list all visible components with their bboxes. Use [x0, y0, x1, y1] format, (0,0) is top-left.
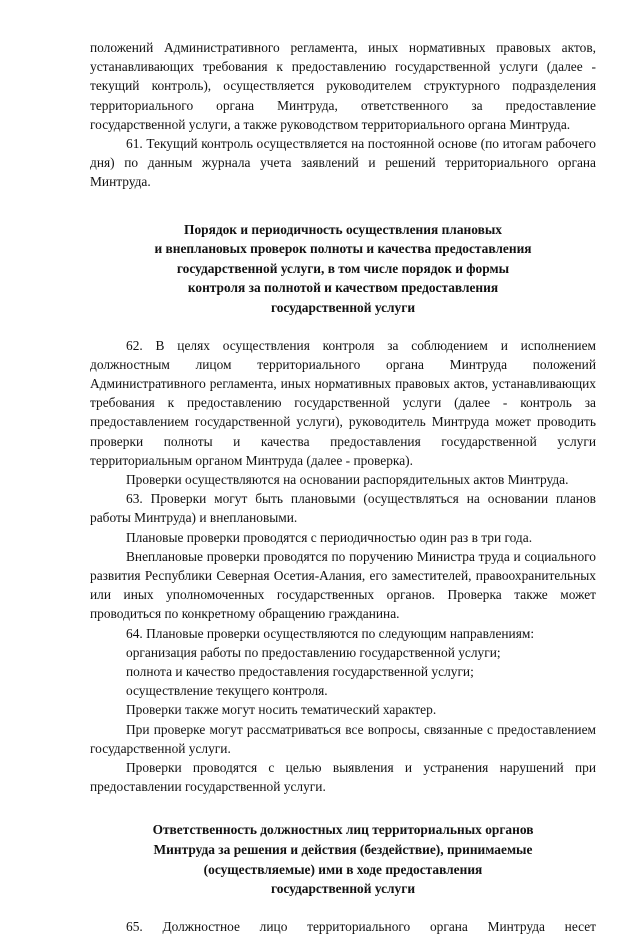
paragraph-62: 62. В целях осуществления контроля за соблюдением и исполнением должностным лицом территориального органа Минтруда положений Административного регламента, иных нормативных правовых актов, устанавливающих требования к предоставлению государственной услуги (далее - контроль за предоставлением государственной услуги), руководитель Минтруда может проводить проверки полноты и качества предоставления государственной услуги территориальным органом Минтруда (далее - проверка). [90, 337, 596, 468]
heading-line: государственной услуги [270, 300, 416, 315]
heading-line: (осуществляемые) ими в ходе предоставления [203, 861, 483, 877]
section-heading-responsibility [90, 820, 596, 898]
document-page [90, 38, 596, 936]
section-heading-inspections [90, 220, 596, 318]
heading-line: Ответственность должностных лиц территориальных органов [152, 822, 534, 838]
paragraph-thematic: Проверки также могут носить тематический характер. [126, 702, 437, 718]
heading-line: Порядок и периодичность осуществления плановых [184, 221, 502, 237]
list-item: осуществление текущего контроля. [126, 683, 328, 699]
paragraph-65: 65. Должностное лицо территориального органа Минтруда несет [126, 918, 596, 934]
paragraph-questions: При проверке могут рассматриваться все вопросы, связанные с предоставлением государственной услуги. [90, 721, 596, 756]
paragraph-63: 63. Проверки могут быть плановыми (осуществляться на основании планов работы Минтруда) и внеплановыми. [90, 491, 596, 526]
heading-line: контроля за полнотой и качеством предоставления [187, 280, 499, 296]
paragraph-planned: Плановые проверки проводятся с периодичностью один раз в три года. [126, 529, 533, 545]
paragraph-purpose: Проверки проводятся с целью выявления и устранения нарушений при предоставлении государственной услуги. [90, 760, 596, 795]
paragraph-64: 64. Плановые проверки осуществляются по следующим направлениям: [126, 625, 535, 641]
paragraph-unplanned: Внеплановые проверки проводятся по поручению Министра труда и социального развития Республики Северная Осетия-Алания, его заместителей, правоохранительных или иных уполномоченных государственных органов. Проверка также может проводиться по конкретному обращению гражданина. [90, 548, 596, 622]
paragraph-acts: Проверки осуществляются на основании распорядительных актов Минтруда. [126, 472, 569, 488]
heading-line: государственной услуги [270, 881, 416, 897]
heading-line: Минтруда за решения и действия (бездействие), принимаемые [153, 842, 533, 858]
list-item: полнота и качество предоставления государственной услуги; [126, 664, 474, 680]
paragraph-61: 61. Текущий контроль осуществляется на постоянной основе (по итогам рабочего дня) по данным журнала учета заявлений и решений территориального органа Минтруда. [90, 136, 596, 190]
paragraph-continued: положений Административного регламента, иных нормативных правовых актов, устанавливающих требования к предоставлению государственной услуги (далее - текущий контроль), осуществляется руководителем структурного подразделения территориального органа Минтруда, ответственного за предоставление государственной услуги, а также руководством территориального органа Минтруда. [90, 40, 596, 132]
list-item: организация работы по предоставлению государственной услуги; [126, 644, 501, 660]
heading-line: и внеплановых проверок полноты и качества предоставления [154, 241, 532, 257]
heading-line: государственной услуги, в том числе порядок и формы [176, 260, 510, 276]
